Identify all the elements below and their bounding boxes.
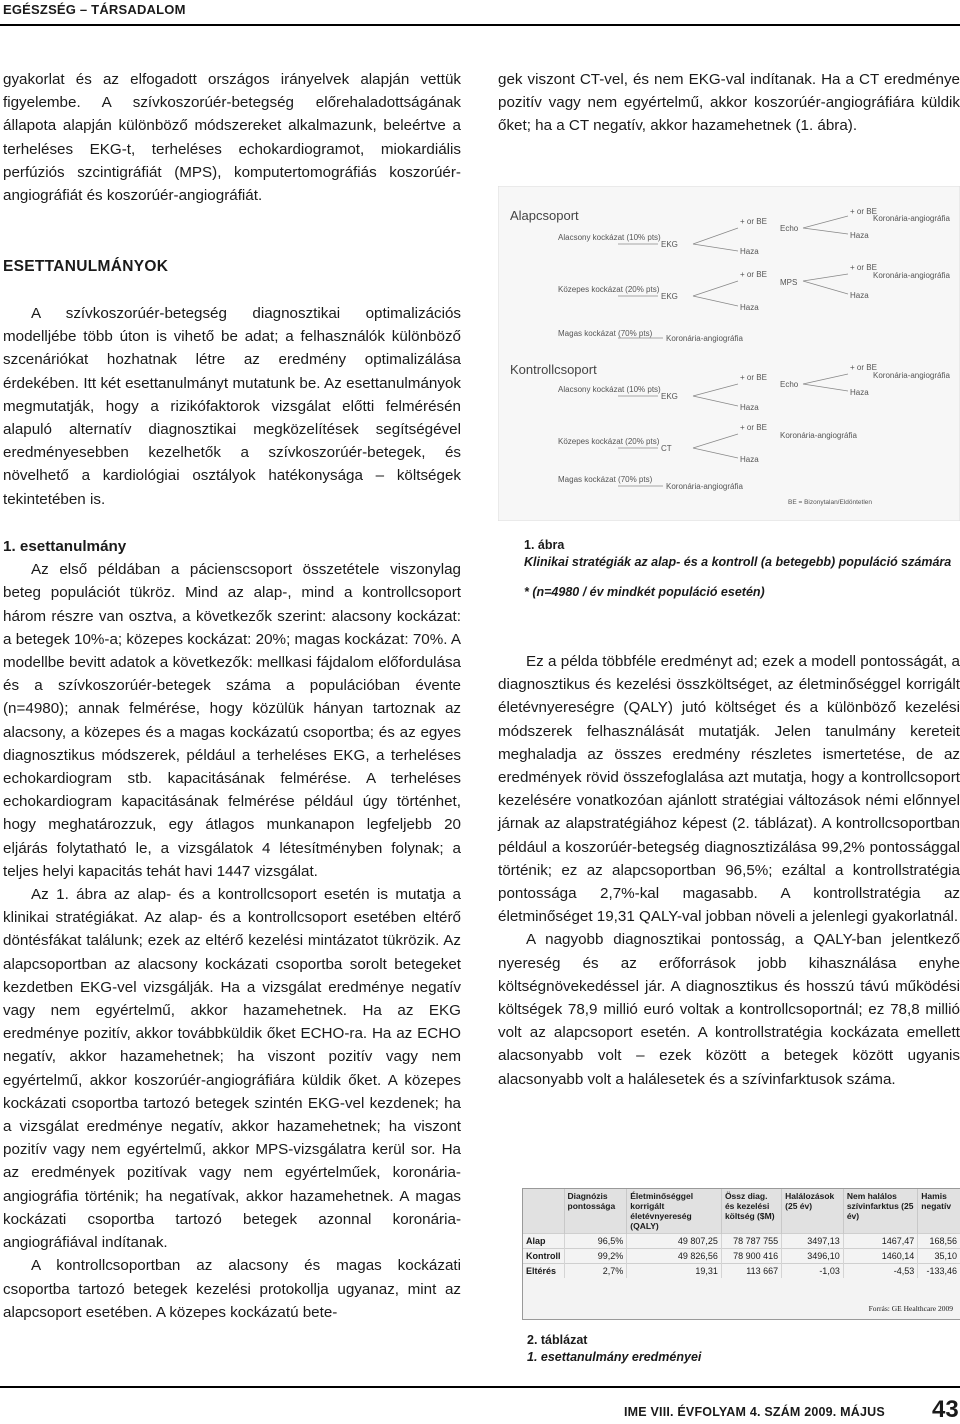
table-header-blank xyxy=(523,1189,564,1234)
fig-plus-be: + or BE xyxy=(850,263,877,272)
fig-plus-be: + or BE xyxy=(740,373,767,382)
page-header xyxy=(0,0,960,24)
figure-label: 1. ábra xyxy=(524,538,565,552)
fig-ekg: EKG xyxy=(661,240,678,249)
fig-haza: Haza xyxy=(850,388,869,397)
fig-echo: Echo xyxy=(780,224,799,233)
fig-haza: Haza xyxy=(740,455,759,464)
fig-plus-be: + or BE xyxy=(850,207,877,216)
paragraph: A nagyobb diagnosztikai pontosság, a QALY-ban jelentkező nyereség és az erőforrások jobb kihasználása enyhe költségnövekedéssel jár. A diagnosztikus és hosszú távú működési költségek 78,9 millió euró voltak a kontrollcsoportnál; ez 78,8 millió volt az alapcsoport esetén. A kontrollstratégia kockázata emellett alacsonyabb volt – ezek között a betegek között ugyanis alacsonyabb volt a halálesetek és a szívinfarktusok száma. xyxy=(498,931,960,1088)
paragraph: gek viszont CT-vel, és nem EKG-val indítanak. Ha a CT eredménye pozitív vagy nem egyértelmű, akkor koszorúér-angiográfiára küldik őket; ha a CT negatív, akkor hazamehetnek (1. ábra). xyxy=(498,71,960,135)
fig-alapcsoport-title: Alapcsoport xyxy=(510,208,579,223)
fig-haza: Haza xyxy=(740,403,759,412)
fig-magas: Magas kockázat (70% pts) xyxy=(558,329,653,338)
fig-ekg: EKG xyxy=(661,392,678,401)
left-column-top xyxy=(3,68,461,207)
table-cell: 78 900 416 xyxy=(721,1249,781,1264)
paragraph: Ez a példa többféle eredményt ad; ezek a modell pontosságát, a diagnosztikus és kezelési összköltséget, az életminőséggel korrigált életévnyereségre (QALY) jutó költséget és a különböző kezelési módszerek felhasználását mutatják. Jelen tanulmány kereteit meghaladja az összes eredmény részletes ismertetése, de az eredmények rövid összefoglalása azt mutatja, hogy a kontrollcsoport kezelésére vonatkozóan ajánlott stratégiai változások némi előnnyel járnak az alapstratégiához képest (2. táblázat). A kontrollcsoportban például a koszorúér-betegség diagnosztizálása 99,2% pontossággal történik; ez az alapcsoportban 96,5%; ezáltal a kontrollstratégia pontossága 2,7%-kal magasabb. A kontrollstratégia az életminőséget 19,31 QALY-val jobban növeli a jelenlegi gyakorlatnál. xyxy=(498,653,960,926)
left-column-intro xyxy=(3,302,461,511)
table-cell: 96,5% xyxy=(564,1234,627,1249)
paragraph: A szívkoszorúér-betegség diagnosztikai optimalizációs modelljébe több úton is vihető be adat; a felhasználók különböző szcenáriókat hozhatnak létre az eredmény optimalizálása érdekében. Itt két esettanulmányt mutatunk be. Az esettanulmányok megmutatják, hogy a rizikófaktorok vizsgálat előtti felmérésén alapuló alternatív diagnosztikai megközelítések segítségével eredményesebben kezelhetők a szívkoszorúér-betegek, és növelhető a kardiológiai osztályok hatékonysága – költségek tekintetében is. xyxy=(3,305,461,508)
table-caption xyxy=(527,1332,947,1366)
fig-alacsony: Alacsony kockázat (10% pts) xyxy=(558,233,661,242)
table-cell: 168,56 xyxy=(918,1234,960,1249)
fig-alacsony-k: Alacsony kockázat (10% pts) xyxy=(558,385,661,394)
table-cell: 2,7% xyxy=(564,1264,627,1279)
table-cell: Eltérés xyxy=(523,1264,564,1279)
fig-ct: CT xyxy=(661,444,672,453)
paragraph: gyakorlat és az elfogadott országos irányelvek alapján vettük figyelembe. A szívkoszorúér-betegség előrehaladottságának állapota alapján különböző módszereket alkalmazunk, beleértve a terheléses EKG-t, terheléses echokardiogramot, miokardiális perfúziós szcintigráfiát (MPS), komputertomográfiás koszorúér-angiográfiát és koszorúér-angiográfiát. xyxy=(3,71,461,205)
results-table xyxy=(522,1188,960,1320)
table-label: 2. táblázat xyxy=(527,1333,588,1347)
table-header: Életminőséggel korrigált életévnyereség (QALY) xyxy=(627,1189,722,1234)
table-row xyxy=(523,1264,960,1279)
fig-koronaria: Koronária-angiográfia xyxy=(780,431,857,440)
fig-haza: Haza xyxy=(850,291,869,300)
right-column-results xyxy=(498,650,960,1091)
table-cell: -133,46 xyxy=(918,1264,960,1279)
table-cell: 99,2% xyxy=(564,1249,627,1264)
paragraph: Az 1. ábra az alap- és a kontrollcsoport esetén is mutatja a klinikai stratégiákat. Az alap- és a kontrollcsoport esetében eltérő döntésfákat találunk; ezek az eltérő kezelési mintázatot tükrözik. Az alapcsoportban az alacsony kockázati csoportba sorolt betegeket kezdetben EKG-vel vizsgálják. Ha a vizsgálat eredménye negatív vagy nem egyértelmű, akkor hazamehetnek. Ha az EKG eredménye pozitív, akkor továbbküldik őket ECHO-ra. Ha az ECHO negatív, akkor hazamehetnek; ha viszont pozitív vagy nem egyértelmű, akkor koszorúér-angiográfiára küldik őket. A közepes kockázati csoportba tartozó betegek szintén EKG-vel kezdenek; ha a vizsgálat eredménye negatív, akkor hazamehetnek; ha viszont pozitív vagy nem egyértelmű, akkor MPS-vizsgálatra kerül sor. Ha az eredmények pozitívak vagy nem egyértelműek, koronária-angiográfia történik; ha negatívak, akkor hazamehetnek. A magas kockázati csoportba tartozó betegek azonnal koronária-angiográfiával indítanak. xyxy=(3,886,461,1252)
fig-haza: Haza xyxy=(850,231,869,240)
table-row xyxy=(523,1234,960,1249)
fig-legend: BE = Bizonytalan/Eldöntetlen xyxy=(788,499,873,506)
table-source: Forrás: GE Healthcare 2009 xyxy=(868,1304,953,1313)
table-cell: 49 826,56 xyxy=(627,1249,722,1264)
table-cell: 35,10 xyxy=(918,1249,960,1264)
table-title: 1. esettanulmány eredményei xyxy=(527,1350,702,1364)
table-header: Nem halálos szívinfarktus (25 év) xyxy=(843,1189,917,1234)
table-cell: 49 807,25 xyxy=(627,1234,722,1249)
page-number: 43 xyxy=(932,1396,959,1423)
right-column-top xyxy=(498,68,960,138)
fig-mps: MPS xyxy=(780,278,798,287)
table-row xyxy=(523,1249,960,1264)
table-header: Hamis negatív xyxy=(918,1189,960,1234)
fig-plus-be: + or BE xyxy=(740,217,767,226)
fig-koronaria: Koronária-angiográfia xyxy=(666,334,743,343)
left-column-case xyxy=(3,535,461,1324)
table-cell: -1,03 xyxy=(782,1264,844,1279)
figure-title: Klinikai stratégiák az alap- és a kontroll (a betegebb) populáció számára xyxy=(524,555,952,569)
paragraph: A kontrollcsoportban az alacsony és magas kockázati csoportba tartozó betegek kezelési protokollja ugyanaz, mint az alapcsoport esetében. A közepes kockázatú bete- xyxy=(3,1257,461,1321)
table-cell: 1460,14 xyxy=(843,1249,917,1264)
fig-ekg: EKG xyxy=(661,292,678,301)
table-header: Diagnózis pontossága xyxy=(564,1189,627,1234)
fig-kozepes: Közepes kockázat (20% pts) xyxy=(558,285,660,294)
table-cell: 19,31 xyxy=(627,1264,722,1279)
table-header: Össz diag. és kezelési költség ($M) xyxy=(721,1189,781,1234)
table-header: Halálozások (25 év) xyxy=(782,1189,844,1234)
fig-koronaria: Koronária-angiográfia xyxy=(873,371,950,380)
table-cell: Kontroll xyxy=(523,1249,564,1264)
fig-plus-be: + or BE xyxy=(740,270,767,279)
decision-tree-svg xyxy=(498,186,960,521)
header-rule xyxy=(0,24,960,26)
journal-info: IME VIII. ÉVFOLYAM 4. SZÁM 2009. MÁJUS xyxy=(624,1405,885,1419)
fig-kozepes-k: Közepes kockázat (20% pts) xyxy=(558,437,660,446)
fig-haza: Haza xyxy=(740,247,759,256)
fig-haza: Haza xyxy=(740,303,759,312)
section-heading: ESETTANULMÁNYOK xyxy=(3,258,169,275)
footer-rule xyxy=(0,1386,960,1388)
paragraph: Az első példában a pácienscsoport összetétele viszonylag beteg populációt tükröz. Mind az alap-, mind a kontrollcsoport három részre van osztva, a következők szerint: alacsony kockázat: a betegek 10%-a; közepes kockázat: 20%; magas kockázat: 70%. A modellbe bevitt adatok a következők: mellkasi fájdalom előfordulása és a szívkoszorúér-betegek száma a populációban évente (n=4980); annak felmérése, hogy közülük hányan tartoznak az alacsony, a közepes és a magas kockázatú csoportba; és az egyes diagnosztikus módszerek, például a terheléses EKG, a terheléses echokardiogram stb. kapacitásának felmérése. A terheléses echokardiogram kapacitásának felmérése például úgy történhet, hogy meghatározzuk, egy átlagos munkanapon legfeljebb 20 eljárás folytatható le, a vizsgálatok 4 létesítményben folynak; a teljes helyi kapacitás tehát havi 1447 vizsgálat. xyxy=(3,561,461,880)
table-cell: 3496,10 xyxy=(782,1249,844,1264)
fig-koronaria: Koronária-angiográfia xyxy=(873,271,950,280)
table-cell: 1467,47 xyxy=(843,1234,917,1249)
table-cell: 78 787 755 xyxy=(721,1234,781,1249)
table-cell: 3497,13 xyxy=(782,1234,844,1249)
table-cell: -4,53 xyxy=(843,1264,917,1279)
fig-plus-be: + or BE xyxy=(740,423,767,432)
fig-koronaria: Koronária-angiográfia xyxy=(873,214,950,223)
fig-koronaria: Koronária-angiográfia xyxy=(666,482,743,491)
fig-plus-be: + or BE xyxy=(850,363,877,372)
fig-magas-k: Magas kockázat (70% pts) xyxy=(558,475,653,484)
table-header-row xyxy=(523,1189,960,1234)
section-title: EGÉSZSÉG – TÁRSADALOM xyxy=(3,2,186,17)
table-cell: Alap xyxy=(523,1234,564,1249)
subsection-heading: 1. esettanulmány xyxy=(3,538,127,555)
figure-decision-tree xyxy=(498,186,960,521)
figure-note: * (n=4980 / év mindkét populáció esetén) xyxy=(524,585,765,599)
fig-kontroll-title: Kontrollcsoport xyxy=(510,362,597,377)
figure-caption xyxy=(524,537,954,601)
fig-echo: Echo xyxy=(780,380,799,389)
table-cell: 113 667 xyxy=(721,1264,781,1279)
